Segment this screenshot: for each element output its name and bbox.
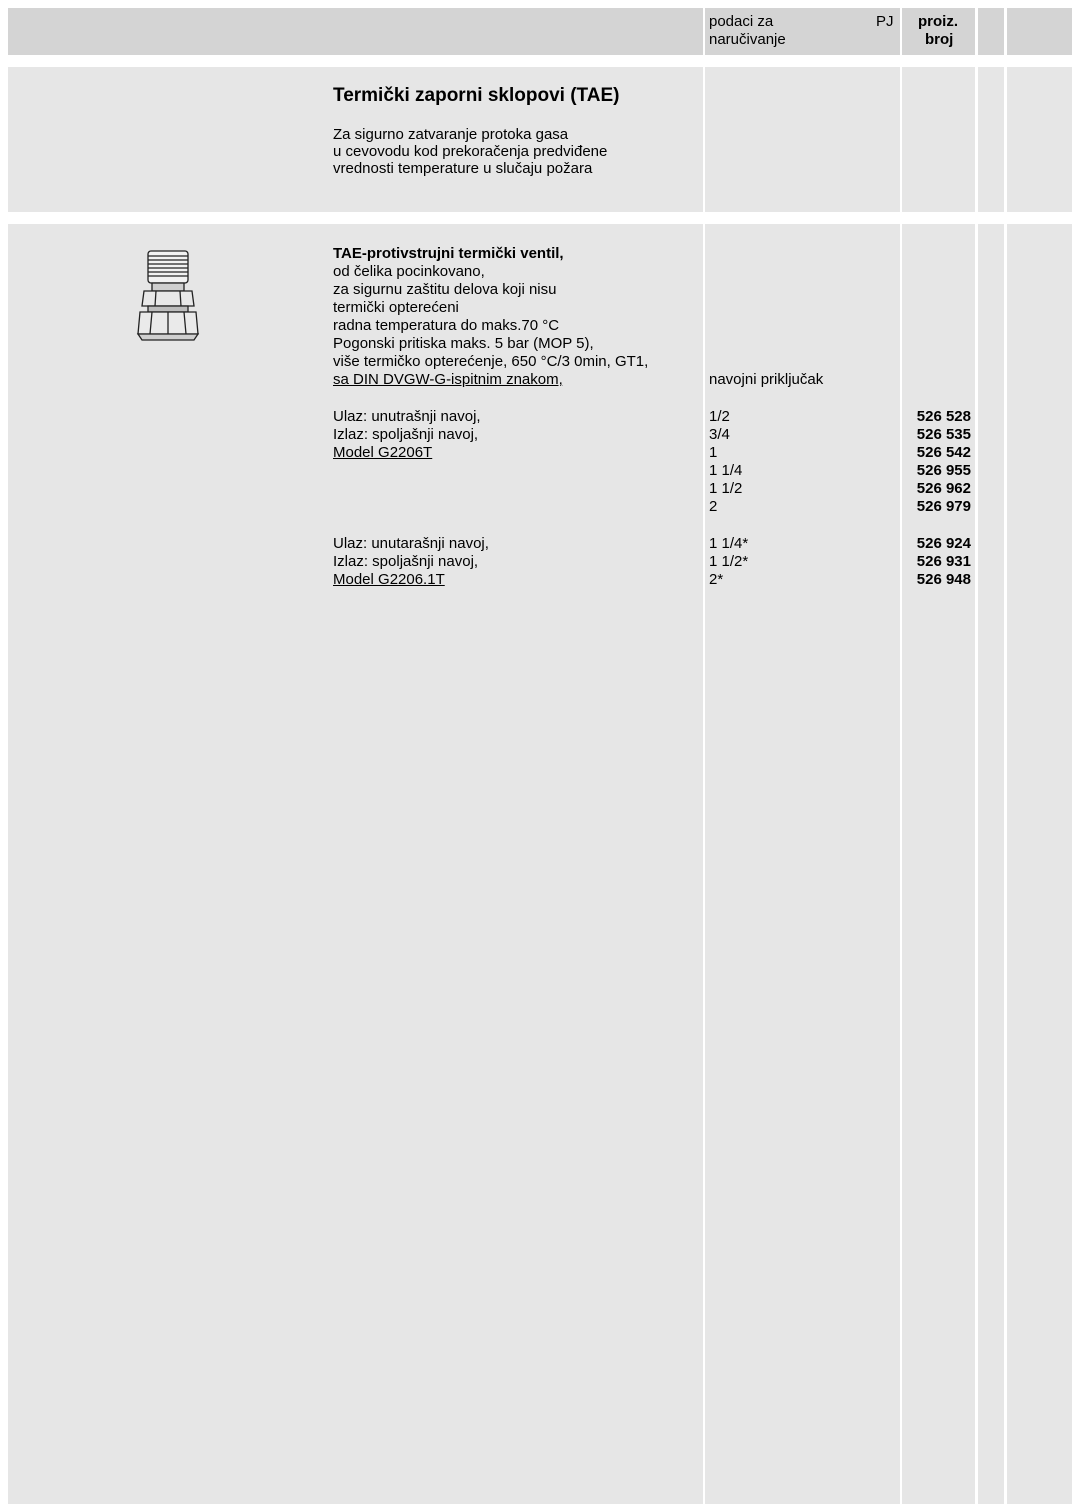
product-line-5: Pogonski pritiska maks. 5 bar (MOP 5), — [333, 335, 594, 352]
variant-1-size: 2 — [709, 498, 718, 515]
variant-2-code: 526 924 — [916, 535, 971, 552]
header-product-line1: proiz. — [918, 13, 958, 30]
thermal-valve-fitting-icon — [132, 248, 204, 344]
header-product-line2: broj — [925, 31, 954, 48]
section-description-line-3: vrednosti temperature u slučaju požara — [333, 160, 593, 177]
variant-1-size: 3/4 — [709, 426, 730, 443]
variant-1-code: 526 962 — [916, 480, 971, 497]
header-order-line1: podaci za — [709, 13, 774, 30]
variant-1-code: 526 979 — [916, 498, 971, 515]
product-panel-extra-2 — [1007, 224, 1072, 1504]
variant-1-code: 526 955 — [916, 462, 971, 479]
variant-2-outlet: Izlaz: spoljašnji navoj, — [333, 553, 479, 570]
variant-2-inlet: Ulaz: unutarašnji navoj, — [333, 535, 489, 552]
variant-1-size: 1 — [709, 444, 718, 461]
variant-1-size: 1/2 — [709, 408, 730, 425]
section-panel-extra-2 — [1007, 67, 1072, 212]
product-certification: sa DIN DVGW-G-ispitnim znakom, — [333, 371, 563, 388]
variant-1-outlet: Izlaz: spoljašnji navoj, — [333, 426, 479, 443]
header-order-line2: naručivanje — [709, 31, 786, 48]
section-panel-order — [705, 67, 900, 212]
variant-2-code: 526 948 — [916, 571, 971, 588]
product-panel-order — [705, 224, 900, 1504]
variant-2-size: 1 1/2* — [709, 553, 749, 570]
variant-1-model: Model G2206T — [333, 444, 433, 461]
product-line-4: radna temperatura do maks.70 °C — [333, 317, 560, 334]
header-pj: PJ — [876, 13, 894, 30]
variant-1-code: 526 542 — [916, 444, 971, 461]
section-description-line-1: Za sigurno zatvaranje protoka gasa — [333, 126, 569, 143]
variant-2-model: Model G2206.1T — [333, 571, 445, 588]
section-panel-product — [902, 67, 975, 212]
variant-1-size: 1 1/4 — [709, 462, 743, 479]
section-panel-extra-1 — [978, 67, 1004, 212]
variant-2-code: 526 931 — [916, 553, 971, 570]
product-line-3: termički opterećeni — [333, 299, 459, 316]
product-line-1: od čelika pocinkovano, — [333, 263, 485, 280]
section-title: Termički zaporni sklopovi (TAE) — [333, 85, 620, 106]
section-description-line-2: u cevovodu kod prekoračenja predviđene — [333, 143, 608, 160]
variant-1-size: 1 1/2 — [709, 480, 743, 497]
variant-1-code: 526 528 — [916, 408, 971, 425]
header-col-extra-2 — [1007, 8, 1072, 55]
order-label: navojni priključak — [709, 371, 824, 388]
variant-1-inlet: Ulaz: unutrašnji navoj, — [333, 408, 481, 425]
header-col-extra-1 — [978, 8, 1004, 55]
product-panel-extra-1 — [978, 224, 1004, 1504]
variant-1-code: 526 535 — [916, 426, 971, 443]
header-bar-main — [8, 8, 703, 55]
product-line-2: za sigurnu zaštitu delova koji nisu — [333, 281, 557, 298]
product-name: TAE-protivstrujni termički ventil, — [333, 245, 564, 262]
variant-2-size: 1 1/4* — [709, 535, 749, 552]
product-line-6: više termičko opterećenje, 650 °C/3 0min, GT1, — [333, 353, 649, 370]
variant-2-size: 2* — [709, 571, 724, 588]
